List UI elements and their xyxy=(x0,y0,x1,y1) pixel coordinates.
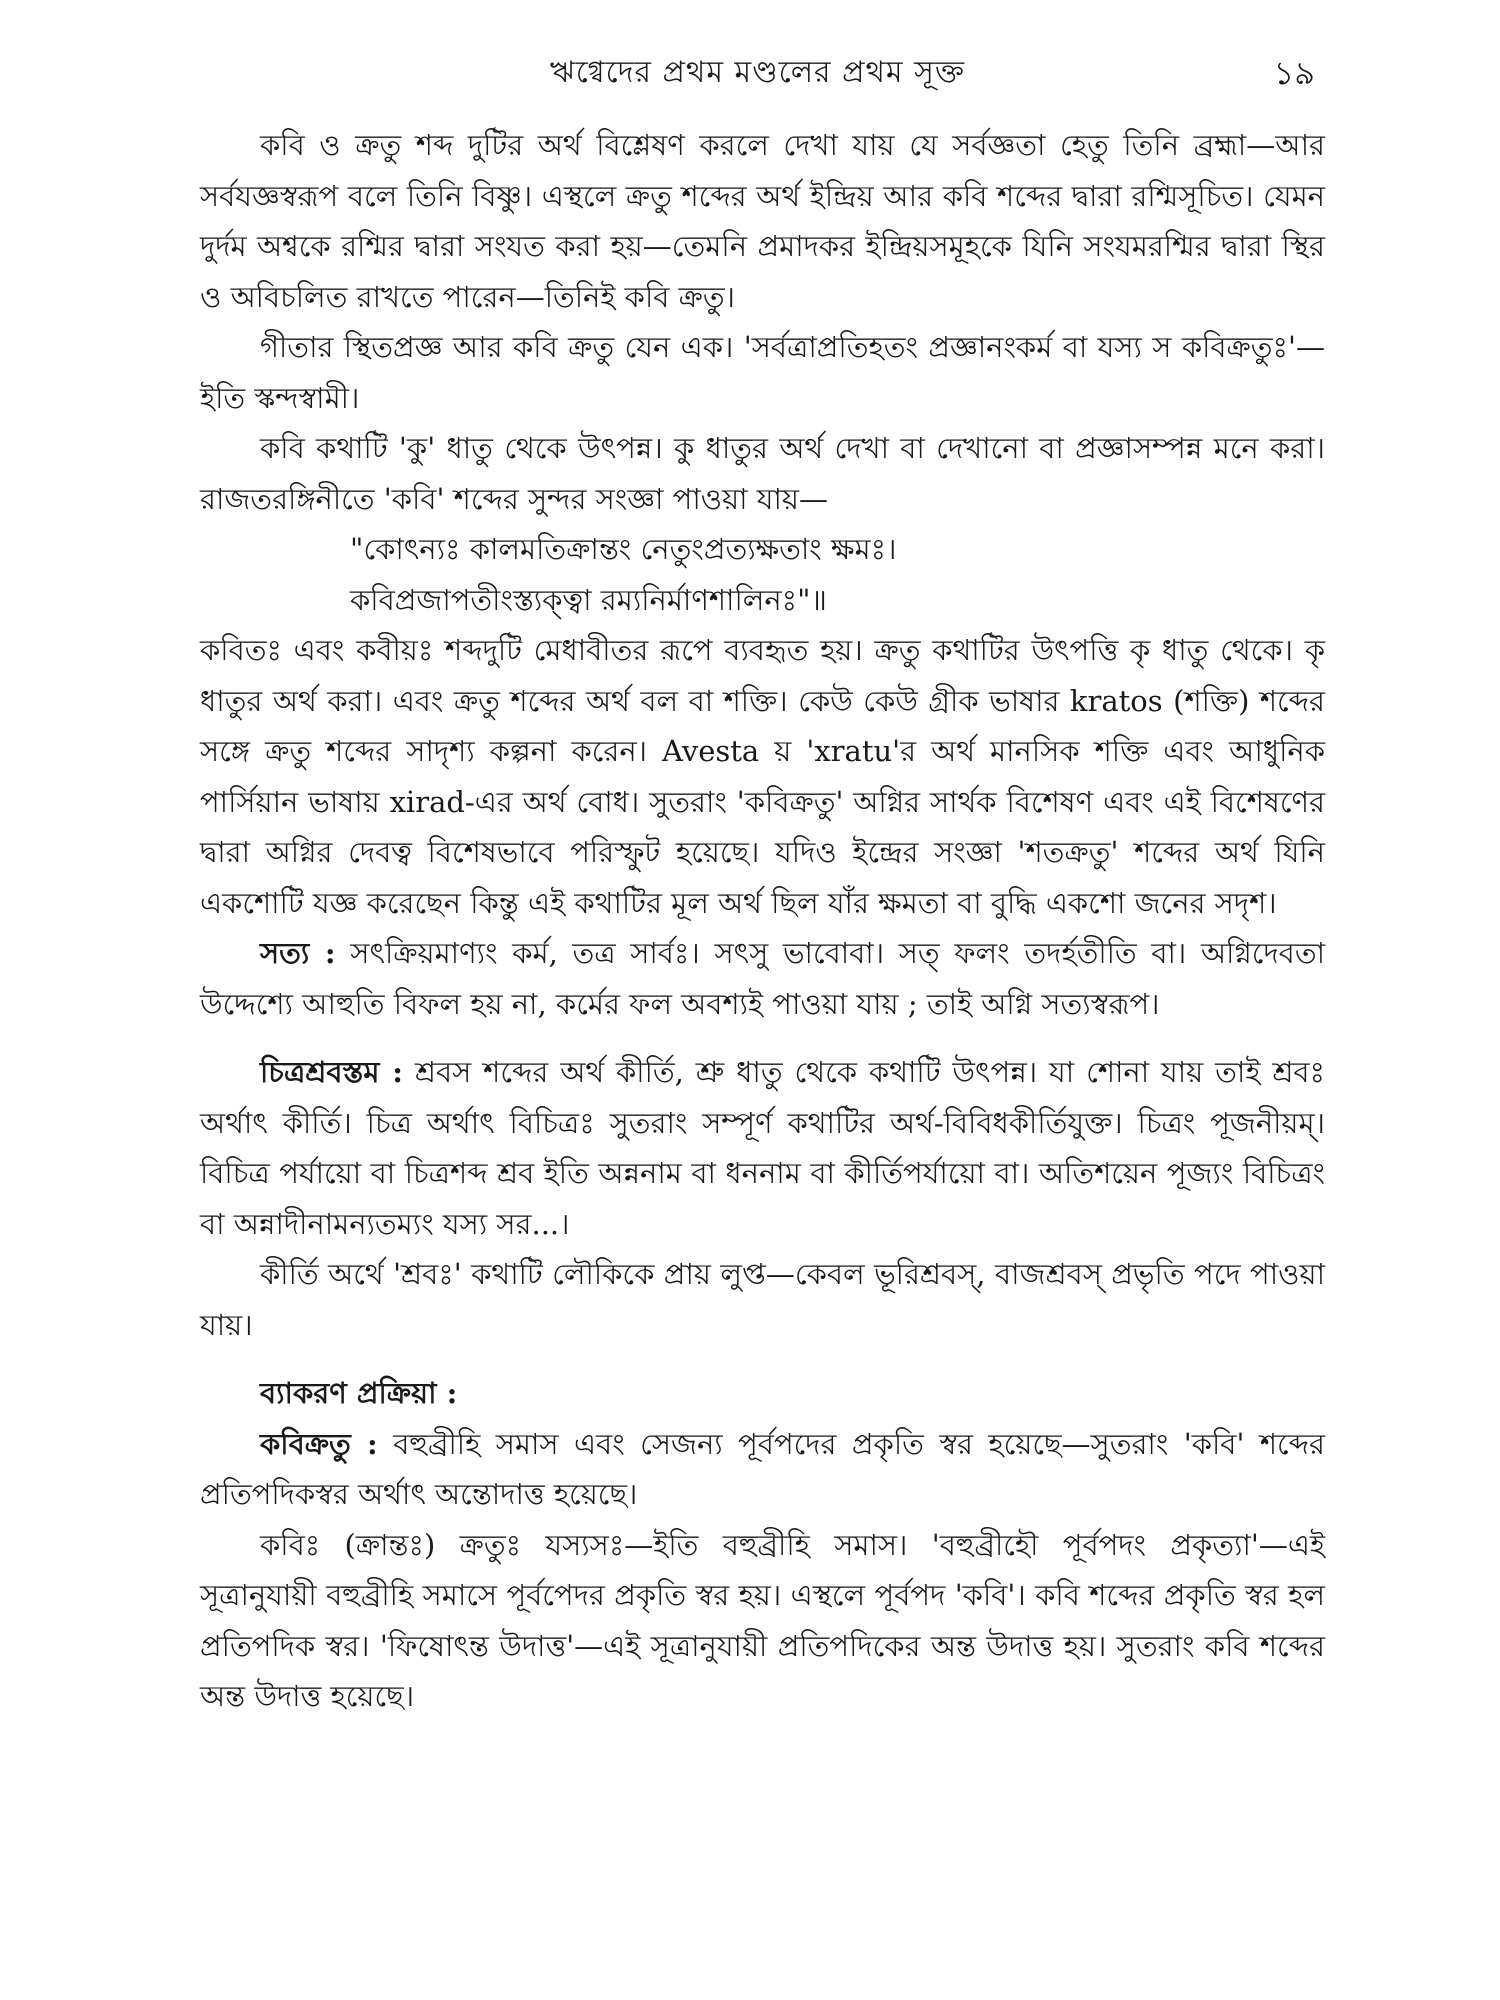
paragraph-8-text: বহুব্রীহি সমাস এবং সেজন্য পূর্বপদের প্রকৃতি স্বর হয়েছে—সুতরাং 'কবি' শব্দের প্রতিপদিকস্বর অর্থাৎ অন্তোদাত্ত হয়েছে। xyxy=(200,1426,1325,1511)
running-head: ঋগ্বেদের প্রথম মণ্ডলের প্রথম সূক্ত xyxy=(549,55,966,90)
verse-line-2: কবিপ্রজাপতীংস্ত্যক্ত্বা রম্যনির্মাণশালিনঃ"॥ xyxy=(350,582,827,617)
paragraph-2: গীতার স্থিতপ্রজ্ঞ আর কবি ক্রতু যেন এক। 'সর্বত্রাপ্রতিহতং প্রজ্ঞানংকর্ম বা যস্য স কবিক্রতুঃ'—ইতি স্কন্দস্বামী। xyxy=(200,330,1325,415)
section-heading xyxy=(200,1368,1325,1419)
section-heading-text: ব্যাকরণ প্রক্রিয়া : xyxy=(260,1376,458,1410)
paragraph-6-text: শ্রবস শব্দের অর্থ কীর্তি, শ্রু ধাতু থেকে কথাটি উৎপন্ন। যা শোনা যায় তাই শ্রবঃ অর্থাৎ কীর্তি। চিত্র অর্থাৎ বিচিত্রঃ সুতরাং সম্পূর্ণ কথাটির অর্থ-বিবিধকীর্তিযুক্ত। চিত্রং পূজনীয়ম্। বিচিত্র পর্যায়ো বা চিত্রশব্দ শ্রব ইতি অন্ননাম বা ধননাম বা কীর্তিপর্যায়ো বা। অতিশয়েন পূজ্যং বিচিত্রং বা অন্নাদীনামন্যতম্যং যস্য সর...। xyxy=(200,1055,1326,1241)
paragraph-1: কবি ও ক্রতু শব্দ দুটির অর্থ বিশ্লেষণ করলে দেখা যায় যে সর্বজ্ঞতা হেতু তিনি ব্রহ্মা—আর সর্বযজ্ঞস্বরূপ বলে তিনি বিষ্ণু। এস্থলে ক্রতু শব্দের অর্থ ইন্দ্রিয় আর কবি শব্দের দ্বারা রশ্মিসূচিত। যেমন দুর্দম অশ্বকে রশ্মির দ্বারা সংযত করা হয়—তেমনি প্রমাদকর ইন্দ্রিয়সমূহকে যিনি সংযমরশ্মির দ্বারা স্থির ও অবিচলিত রাখতে পারেন—তিনিই কবি ক্রতু। xyxy=(200,128,1325,314)
page-body xyxy=(200,120,1325,1722)
verse-line-1: "কোৎন্যঃ কালমতিক্রান্তং নেতুংপ্রত্যক্ষতাং ক্ষমঃ। xyxy=(350,532,897,566)
paragraph-6 xyxy=(200,1047,1325,1249)
paragraph-4: কবিতঃ এবং কবীয়ঃ শব্দদুটি মেধাবীতর রূপে ব্যবহৃত হয়। ক্রতু কথাটির উৎপত্তি কৃ ধাতু থেকে। কৃ ধাতুর অর্থ করা। এবং ক্রতু শব্দের অর্থ বল বা শক্তি। কেউ কেউ গ্রীক ভাষার kratos (শক্তি) শব্দের সঙ্গে ক্রতু শব্দের সাদৃশ্য কল্পনা করেন। Avesta য় 'xratu'র অর্থ মানসিক শক্তি এবং আধুনিক পার্সিয়ান ভাষায় xirad-এর অর্থ বোধ। সুতরাং 'কবিক্রতু' অগ্নির সার্থক বিশেষণ এবং এই বিশেষণের দ্বারা অগ্নির দেবত্ব বিশেষভাবে পরিস্ফুট হয়েছে। যদিও ইন্দ্রের সংজ্ঞা 'শতক্রতু' শব্দের অর্থ যিনি একশোটি যজ্ঞ করেছেন কিন্তু এই কথাটির মূল অর্থ ছিল যাঁর ক্ষমতা বা বুদ্ধি একশো জনের সদৃশ। xyxy=(200,633,1325,920)
paragraph-5-text: সৎক্রিয়মাণ্যং কর্ম, তত্র সার্বঃ। সৎসু ভাবোবা। সত্ ফলং তদর্হতীতি বা। অগ্নিদেবতা উদ্দেশ্যে আহুতি বিফল হয় না, কর্মের ফল অবশ্যই পাওয়া যায় ; তাই অগ্নি সত্যস্বরূপ। xyxy=(200,936,1325,1021)
term-label-chitrashravastama: চিত্রশ্রবস্তম : xyxy=(260,1055,403,1089)
page-header xyxy=(200,48,1315,98)
term-label-satya: সত্য : xyxy=(260,936,336,970)
paragraph-9: কবিঃ (ক্রান্তঃ) ক্রতুঃ যস্যসঃ—ইতি বহুব্রীহি সমাস। 'বহুব্রীহৌ পূর্বপদং প্রকৃত্যা'—এই সূত্রানুযায়ী বহুব্রীহি সমাসে পূর্বপেদর প্রকৃতি স্বর হয়। এস্থলে পূর্বপদ 'কবি'। কবি শব্দের প্রকৃতি স্বর হল প্রতিপদিক স্বর। 'ফিষোৎন্ত উদাত্ত'—এই সূত্রানুযায়ী প্রতিপদিকের অন্ত উদাত্ত হয়। সুতরাং কবি শব্দের অন্ত উদাত্ত হয়েছে। xyxy=(200,1527,1325,1713)
paragraph-7: কীর্তি অর্থে 'শ্রবঃ' কথাটি লৌকিকে প্রায় লুপ্ত—কেবল ভূরিশ্রবস্, বাজশ্রবস্ প্রভৃতি পদে পাওয়া যায়। xyxy=(200,1257,1325,1342)
paragraph-3: কবি কথাটি 'কু' ধাতু থেকে উৎপন্ন। কু ধাতুর অর্থ দেখা বা দেখানো বা প্রজ্ঞাসম্পন্ন মনে করা। রাজতরঙ্গিনীতে 'কবি' শব্দের সুন্দর সংজ্ঞা পাওয়া যায়— xyxy=(200,431,1325,516)
page-number: ১৯ xyxy=(1273,54,1315,92)
paragraph-5 xyxy=(200,928,1325,1029)
paragraph-8 xyxy=(200,1419,1325,1520)
term-label-kavikratu: কবিক্রতু : xyxy=(260,1426,378,1461)
